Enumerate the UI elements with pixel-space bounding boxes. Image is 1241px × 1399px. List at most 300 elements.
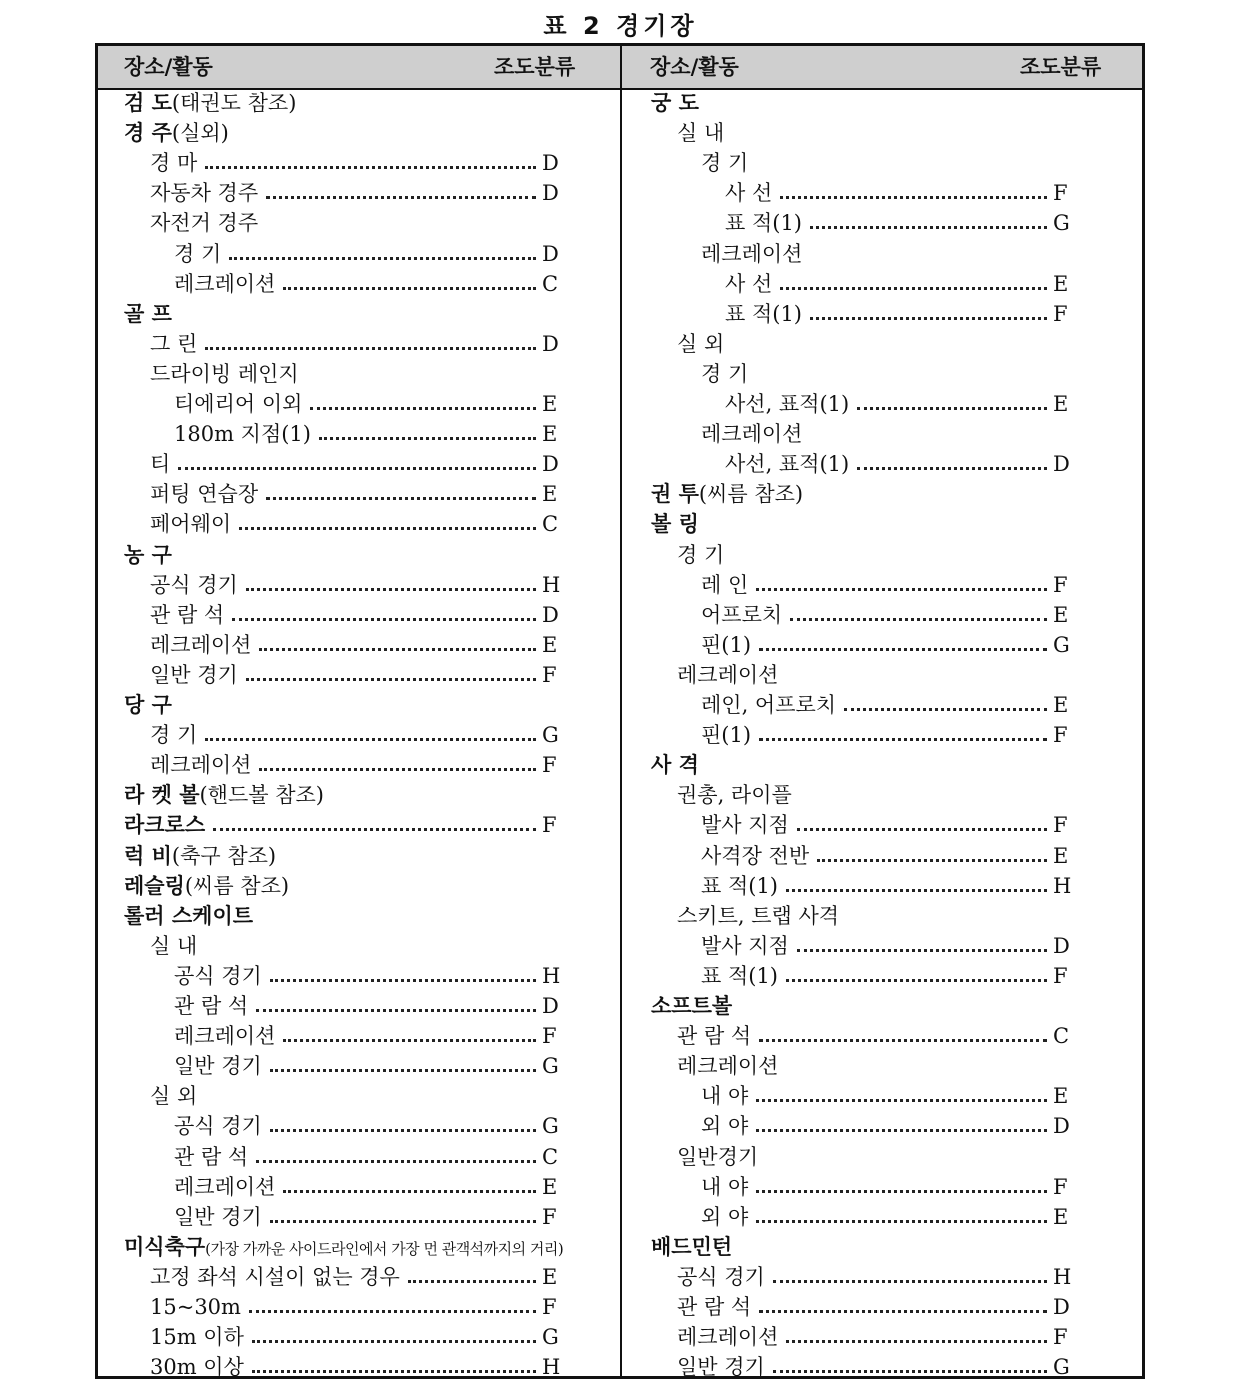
illuminance-class: H — [1053, 1264, 1072, 1289]
row-label — [174, 239, 221, 269]
row-label — [677, 1142, 758, 1172]
illuminance-class: E — [1053, 843, 1069, 868]
table-row — [124, 239, 572, 269]
illuminance-class: E — [1053, 602, 1069, 627]
illuminance-class: D — [542, 181, 559, 206]
row-text: (실외) — [171, 121, 229, 146]
leader-dots — [786, 961, 1047, 982]
leader-dots — [780, 269, 1047, 290]
illuminance-class: E — [1053, 1204, 1069, 1229]
table-row — [651, 690, 1083, 720]
illuminance-class: D — [542, 602, 559, 627]
row-heading: 검 도 — [124, 91, 172, 115]
leader-dots — [810, 299, 1047, 320]
table-row — [651, 750, 1083, 780]
illuminance-class: C — [1053, 1024, 1070, 1049]
row-label — [725, 208, 802, 238]
row-text: 경 기 — [150, 723, 198, 748]
illuminance-class: D — [542, 331, 559, 356]
illuminance-class: E — [542, 1174, 558, 1199]
illuminance-class: F — [542, 753, 557, 778]
illuminance-class: D — [542, 994, 559, 1018]
illuminance-class: G — [542, 1325, 559, 1350]
illuminance-class: F — [542, 1024, 557, 1049]
row-label — [150, 359, 299, 389]
row-text: (축구 참조) — [171, 843, 277, 868]
row-label — [174, 389, 302, 419]
row-text: 사선, 표적(1) — [725, 452, 850, 477]
table-row — [124, 961, 572, 991]
row-text: 경 기 — [701, 151, 749, 176]
leader-dots — [249, 1292, 536, 1313]
row-text: 실 내 — [150, 933, 198, 958]
row-label — [150, 1292, 241, 1322]
header-left-place: 장소/활동 — [124, 55, 213, 79]
illuminance-class: G — [542, 1054, 559, 1079]
row-text: 내 야 — [701, 1084, 749, 1109]
illuminance-class: H — [542, 1355, 561, 1380]
table-row — [124, 299, 572, 329]
row-heading: 궁 도 — [651, 91, 699, 115]
leader-dots — [786, 1322, 1047, 1343]
leader-dots — [256, 1142, 536, 1163]
leader-dots — [790, 600, 1047, 621]
table-row — [651, 269, 1083, 299]
illuminance-class: E — [1053, 392, 1069, 416]
table-row — [124, 810, 572, 840]
leader-dots — [213, 810, 536, 831]
table-row — [124, 1202, 572, 1232]
row-label — [677, 1322, 778, 1352]
row-label — [677, 1352, 765, 1382]
row-text: 표 적(1) — [701, 873, 778, 898]
table-row — [124, 1322, 572, 1352]
row-label — [651, 991, 732, 1021]
table-row — [124, 841, 572, 871]
table-row — [651, 389, 1083, 419]
row-label — [124, 118, 229, 148]
table-row — [124, 509, 572, 539]
leader-dots — [252, 1322, 536, 1343]
leader-dots — [232, 600, 536, 621]
leader-dots — [759, 1292, 1047, 1313]
row-text: 공식 경기 — [174, 1114, 262, 1139]
row-text: 공식 경기 — [174, 963, 262, 988]
table-row — [651, 208, 1083, 238]
row-label — [651, 750, 699, 780]
illuminance-class: E — [542, 422, 558, 447]
table-row — [651, 509, 1083, 539]
row-label — [651, 479, 803, 509]
table-row — [651, 359, 1083, 389]
row-heading: 라크로스 — [124, 813, 206, 838]
leader-dots — [756, 1111, 1047, 1132]
leader-dots — [266, 178, 536, 199]
row-text: 실 내 — [677, 121, 725, 146]
table-row — [124, 1352, 572, 1382]
table-row — [124, 208, 572, 238]
row-label — [677, 329, 724, 359]
row-label — [150, 449, 170, 479]
row-text: 발사 지점 — [701, 813, 789, 838]
row-label — [701, 570, 748, 600]
row-label — [124, 841, 276, 871]
leader-dots — [270, 1202, 536, 1223]
row-text: 일반 경기 — [174, 1054, 262, 1079]
row-text: 레크레이션 — [701, 422, 803, 447]
leader-dots — [773, 1262, 1047, 1283]
row-text: 외 야 — [701, 1114, 749, 1139]
row-text: (태권도 참조) — [171, 91, 297, 115]
row-text: 어프로치 — [701, 602, 783, 627]
row-text: 관 람 석 — [150, 602, 225, 627]
row-label — [174, 1172, 275, 1202]
table-row — [124, 1172, 572, 1202]
leader-dots — [797, 931, 1047, 952]
leader-dots — [270, 1051, 536, 1072]
row-label — [701, 630, 751, 660]
row-text: 실 외 — [677, 331, 725, 356]
row-label — [150, 570, 238, 600]
leader-dots — [283, 269, 536, 290]
table-row — [651, 1172, 1083, 1202]
table-row — [124, 359, 572, 389]
row-label — [174, 1202, 262, 1232]
row-label — [150, 720, 197, 750]
row-label — [174, 419, 311, 449]
row-label — [150, 1352, 244, 1382]
row-label — [150, 1081, 197, 1111]
row-text: 핀(1) — [701, 632, 752, 657]
row-text: 관 람 석 — [174, 1144, 249, 1169]
table-row — [651, 810, 1083, 840]
header-right-class: 조도분류 — [1020, 55, 1102, 79]
row-text: 관 람 석 — [677, 1295, 752, 1319]
row-heading: 권 투 — [651, 482, 699, 507]
row-text: 관 람 석 — [677, 1024, 752, 1049]
row-label — [150, 750, 251, 780]
row-heading: 골 프 — [124, 301, 172, 326]
illuminance-class: E — [542, 1264, 558, 1289]
table-row — [124, 479, 572, 509]
row-heading: 경 주 — [124, 121, 172, 146]
column-divider — [620, 46, 622, 1376]
illuminance-class: H — [542, 572, 561, 597]
row-label — [701, 690, 836, 720]
row-label — [124, 690, 172, 720]
leader-dots — [283, 1021, 536, 1042]
row-text: 사격장 전반 — [701, 843, 810, 868]
row-text: 드라이빙 레인지 — [150, 361, 299, 386]
table-row — [651, 1111, 1083, 1141]
row-label — [150, 208, 258, 238]
leader-dots — [178, 449, 536, 470]
row-label — [725, 178, 772, 208]
row-text: 일반경기 — [677, 1144, 759, 1169]
row-text: 레크레이션 — [150, 632, 252, 657]
row-text: 티에리어 이외 — [174, 392, 303, 416]
illuminance-class: F — [1053, 963, 1068, 988]
table-row — [651, 1352, 1083, 1382]
row-label — [701, 931, 789, 961]
row-label — [701, 841, 809, 871]
row-heading: 사 격 — [651, 753, 699, 778]
row-label — [174, 961, 262, 991]
leader-dots — [310, 389, 536, 410]
table-row — [124, 1142, 572, 1172]
row-text: 경 기 — [174, 241, 222, 266]
row-label — [677, 1262, 765, 1292]
row-text: 그 린 — [150, 331, 198, 356]
lighting-classification-table — [95, 43, 1145, 1379]
row-label — [701, 1202, 748, 1232]
leader-dots — [246, 570, 536, 591]
leader-dots — [270, 961, 536, 982]
row-label — [124, 810, 205, 840]
table-row — [651, 991, 1083, 1021]
table-row — [124, 600, 572, 630]
illuminance-class: C — [542, 271, 559, 296]
illuminance-class: F — [1053, 572, 1068, 597]
row-note: (가장 가까운 사이드라인에서 가장 먼 관객석까지의 거리) — [205, 1239, 564, 1258]
row-label — [725, 389, 849, 419]
illuminance-class: D — [1053, 452, 1070, 477]
row-label — [677, 1292, 751, 1322]
row-label — [174, 1111, 262, 1141]
leader-dots — [256, 991, 536, 1012]
illuminance-class: D — [542, 452, 559, 477]
illuminance-class: E — [1053, 271, 1069, 296]
row-heading: 소프트볼 — [651, 994, 733, 1018]
table-row — [651, 901, 1083, 931]
row-label — [677, 901, 839, 931]
row-label — [124, 871, 289, 901]
row-text: 공식 경기 — [150, 572, 238, 597]
row-text: 페어웨이 — [150, 512, 232, 537]
row-text: (씨름 참조) — [698, 482, 804, 507]
row-label — [701, 1081, 748, 1111]
table-row — [124, 780, 572, 810]
row-text: 표 적(1) — [701, 963, 778, 988]
row-label — [677, 540, 724, 570]
row-text: 고정 좌석 시설이 없는 경우 — [150, 1264, 400, 1289]
leader-dots — [205, 329, 536, 350]
row-text: 레 인 — [701, 572, 749, 597]
row-text: 일반 경기 — [677, 1355, 765, 1380]
row-text: 외 야 — [701, 1204, 749, 1229]
table-row — [124, 750, 572, 780]
row-text: 레크레이션 — [677, 1054, 779, 1079]
table-row — [124, 690, 572, 720]
row-label — [701, 600, 782, 630]
row-text: 일반 경기 — [150, 662, 238, 687]
table-row — [651, 449, 1083, 479]
row-heading: 롤러 스케이트 — [124, 903, 254, 928]
row-label — [677, 118, 724, 148]
row-label — [150, 479, 258, 509]
row-label — [725, 299, 802, 329]
table-row — [124, 118, 572, 148]
table-row — [124, 1262, 572, 1292]
row-text: 경 마 — [150, 151, 198, 176]
row-label — [124, 780, 324, 810]
row-label — [124, 540, 172, 570]
leader-dots — [759, 1021, 1047, 1042]
leader-dots — [239, 509, 536, 530]
leader-dots — [259, 630, 536, 651]
table-row — [651, 118, 1083, 148]
row-label — [174, 1142, 248, 1172]
table-row — [651, 419, 1083, 449]
table-row — [124, 449, 572, 479]
table-row — [124, 389, 572, 419]
row-label — [701, 148, 748, 178]
row-text: 180m 지점(1) — [174, 422, 311, 447]
row-label — [150, 1322, 244, 1352]
illuminance-class: E — [1053, 1084, 1069, 1109]
table-row — [124, 419, 572, 449]
table-row — [124, 901, 572, 931]
table-row — [651, 329, 1083, 359]
table-row — [124, 178, 572, 208]
table-row — [124, 1232, 572, 1262]
table-row — [651, 88, 1083, 118]
leader-dots — [205, 148, 536, 169]
illuminance-class: G — [1053, 211, 1070, 236]
table-row — [651, 720, 1083, 750]
leader-dots — [252, 1352, 536, 1373]
table-row — [124, 88, 572, 118]
row-label — [150, 329, 197, 359]
table-row — [651, 540, 1083, 570]
row-text: 레크레이션 — [677, 1325, 779, 1350]
row-label — [701, 239, 802, 269]
illuminance-class: D — [542, 151, 559, 176]
row-text: 레인, 어프로치 — [701, 693, 837, 717]
illuminance-class: C — [542, 1144, 559, 1169]
table-row — [651, 1081, 1083, 1111]
row-heading: 농 구 — [124, 542, 172, 567]
table-row — [651, 178, 1083, 208]
table-row — [651, 570, 1083, 600]
row-heading: 당 구 — [124, 693, 172, 717]
table-row — [651, 660, 1083, 690]
leader-dots — [773, 1352, 1047, 1373]
row-label — [677, 1021, 751, 1051]
illuminance-class: F — [1053, 723, 1068, 748]
leader-dots — [246, 660, 536, 681]
table-row — [124, 1111, 572, 1141]
row-label — [677, 780, 792, 810]
table-row — [651, 1142, 1083, 1172]
row-heading: 라 켓 볼 — [124, 783, 200, 808]
leader-dots — [759, 720, 1047, 741]
table-row — [651, 479, 1083, 509]
illuminance-class: F — [542, 813, 557, 838]
illuminance-class: H — [1053, 873, 1072, 898]
row-text: 30m 이상 — [150, 1355, 244, 1380]
row-text: 레크레이션 — [174, 1024, 276, 1049]
row-heading: 레슬링 — [124, 873, 185, 898]
row-label — [725, 449, 849, 479]
row-text: 레크레이션 — [174, 271, 276, 296]
table-row — [651, 299, 1083, 329]
leader-dots — [780, 178, 1047, 199]
leader-dots — [810, 208, 1047, 229]
row-text: 사 선 — [725, 181, 773, 206]
leader-dots — [266, 479, 536, 500]
row-label — [150, 1262, 400, 1292]
table-row — [124, 720, 572, 750]
table-row — [124, 871, 572, 901]
illuminance-class: F — [1053, 813, 1068, 838]
row-heading: 미식축구 — [124, 1234, 206, 1259]
table-row — [651, 600, 1083, 630]
illuminance-class: E — [542, 482, 558, 507]
row-text: 관 람 석 — [174, 994, 249, 1018]
table-row — [651, 1292, 1083, 1322]
row-label — [701, 871, 778, 901]
row-text: 사 선 — [725, 271, 773, 296]
illuminance-class: E — [542, 392, 558, 416]
row-label — [150, 600, 224, 630]
table-row — [651, 780, 1083, 810]
leader-dots — [756, 570, 1047, 591]
row-label — [150, 178, 258, 208]
leader-dots — [786, 871, 1047, 892]
table-row — [124, 991, 572, 1021]
illuminance-class: F — [542, 1295, 557, 1319]
illuminance-class: F — [542, 662, 557, 687]
leader-dots — [205, 720, 536, 741]
row-text: 공식 경기 — [677, 1264, 765, 1289]
table-row — [651, 239, 1083, 269]
row-text: 경 기 — [677, 542, 725, 567]
table-row — [124, 630, 572, 660]
row-label — [701, 720, 751, 750]
row-heading: 배드민턴 — [651, 1234, 733, 1259]
table-row — [651, 871, 1083, 901]
row-label — [150, 931, 197, 961]
table-row — [651, 1262, 1083, 1292]
row-label — [725, 269, 772, 299]
leader-dots — [756, 1202, 1047, 1223]
row-label — [701, 810, 789, 840]
leader-dots — [259, 750, 536, 771]
illuminance-class: E — [1053, 693, 1069, 717]
row-label — [651, 1232, 732, 1262]
row-label — [677, 1051, 778, 1081]
row-text: 레크레이션 — [677, 662, 779, 687]
table-row — [651, 961, 1083, 991]
table-row — [124, 1292, 572, 1322]
row-heading: 볼 링 — [651, 512, 699, 537]
leader-dots — [229, 239, 536, 260]
row-text: 발사 지점 — [701, 933, 789, 958]
illuminance-class: F — [1053, 1325, 1068, 1350]
illuminance-class: G — [542, 1114, 559, 1139]
row-label — [701, 359, 748, 389]
row-label — [150, 148, 197, 178]
row-text: 15~30m — [150, 1295, 241, 1319]
leader-dots — [844, 690, 1047, 711]
table-row — [124, 148, 572, 178]
table-row — [124, 570, 572, 600]
table-row — [651, 1051, 1083, 1081]
table-row — [124, 1051, 572, 1081]
header-left-class: 조도분류 — [494, 55, 576, 79]
leader-dots — [857, 449, 1047, 470]
